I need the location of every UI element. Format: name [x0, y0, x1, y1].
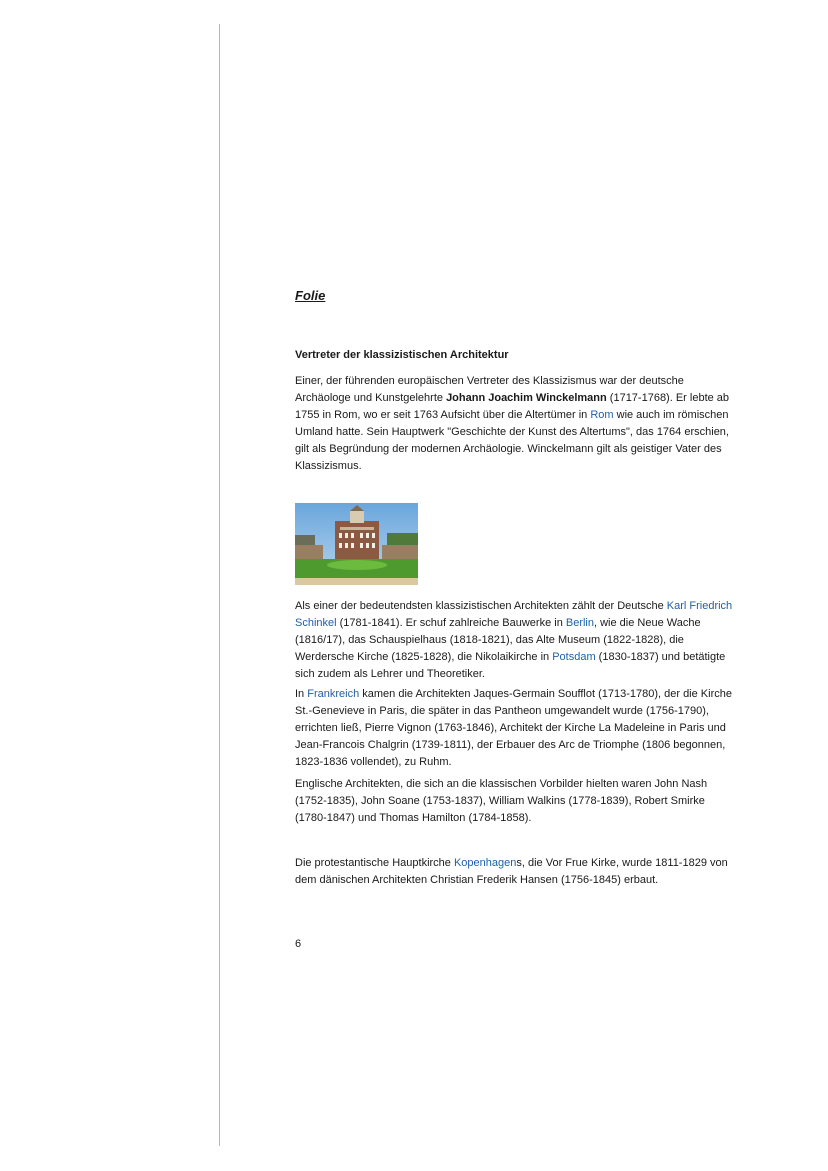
paragraph-frankreich [295, 686, 735, 771]
link-berlin[interactable]: Berlin [565, 617, 594, 629]
text-span: Englische Architekten, die sich an die klassischen Vorbilder hielten waren John Nash (1752-1835), John Soane (1753-1837), William Walkins (1778-1839), Robert Smirke (1780-1847) und Thomas Hamilton (1784-1858). [295, 778, 708, 824]
text-span: wie auch im römischen Umland hatte. Sein Hauptwerk "Geschichte der Kunst des Altertums", das 1764 erschien, gilt als Begründung der modernen Archäologie. Winckelmann gilt als geistiger Vater des Klassizismus. [295, 409, 729, 472]
link-frankreich[interactable]: Frankreich [307, 688, 360, 700]
paragraph-kopenhagen [295, 855, 735, 889]
paragraph-schinkel [295, 598, 735, 683]
paragraph-winckelmann [295, 373, 735, 475]
paragraph-england [295, 776, 735, 827]
text-span: s, die Vor Frue Kirke, wurde 1811-1829 von dem dänischen Architekten Christian Frederik Hansen (1756-1845) erbaut. [295, 857, 728, 886]
building-photo [295, 503, 418, 585]
section-heading: Vertreter der klassizistischen Architektur [295, 349, 509, 361]
bold-name-winckelmann: Johann Joachim Winckelmann [446, 392, 607, 404]
text-span: (1830-1837) und betätigte sich zudem als Lehrer und Theoretiker. [295, 651, 726, 680]
text-span: kamen die Architekten Jaques-Germain Soufflot (1713-1780), der die Kirche St.-Genevieve in Paris, die später in das Pantheon umgewandelt wurde (1756-1790), errichten ließ, Pierre Vignon (1763-1846), Architekt der Kirche La Madeleine in Paris und Jean-Francois Chalgrin (1739-1811), der Erbauer des Arc de Triomphe (1806 begonnen, 1823-1836 vollendet), zu Ruhm. [295, 688, 732, 768]
text-span: , wie die Neue Wache (1816/17), das Schauspielhaus (1818-1821), das Alte Museum (1822-1828), die Werdersche Kirche (1825-1828), die Nikolaikirche in [295, 617, 701, 663]
text-span: Einer, der führenden europäischen Vertreter des Klassizismus war der deutsche Archäologe und Kunstgelehrte [295, 375, 684, 404]
link-potsdam[interactable]: Potsdam [552, 651, 596, 663]
text-span: (1781-1841). Er schuf zahlreiche Bauwerke in [336, 617, 566, 629]
margin-rule [219, 24, 220, 1146]
text-span: Als einer der bedeutendsten klassizistischen Architekten zählt der Deutsche [295, 600, 667, 612]
text-span: Die protestantische Hauptkirche [295, 857, 454, 869]
page-number: 6 [295, 938, 302, 950]
link-rom[interactable]: Rom [590, 409, 614, 421]
text-span: In [295, 688, 308, 700]
link-kopenhagen[interactable]: Kopenhagen [453, 857, 517, 869]
folie-label: Folie [295, 288, 326, 303]
link-karl-friedrich-schinkel[interactable]: Karl Friedrich Schinkel [295, 600, 733, 629]
text-span: (1717-1768). Er lebte ab 1755 in Rom, wo er seit 1763 Aufsicht über die Altertümer in [295, 392, 730, 421]
